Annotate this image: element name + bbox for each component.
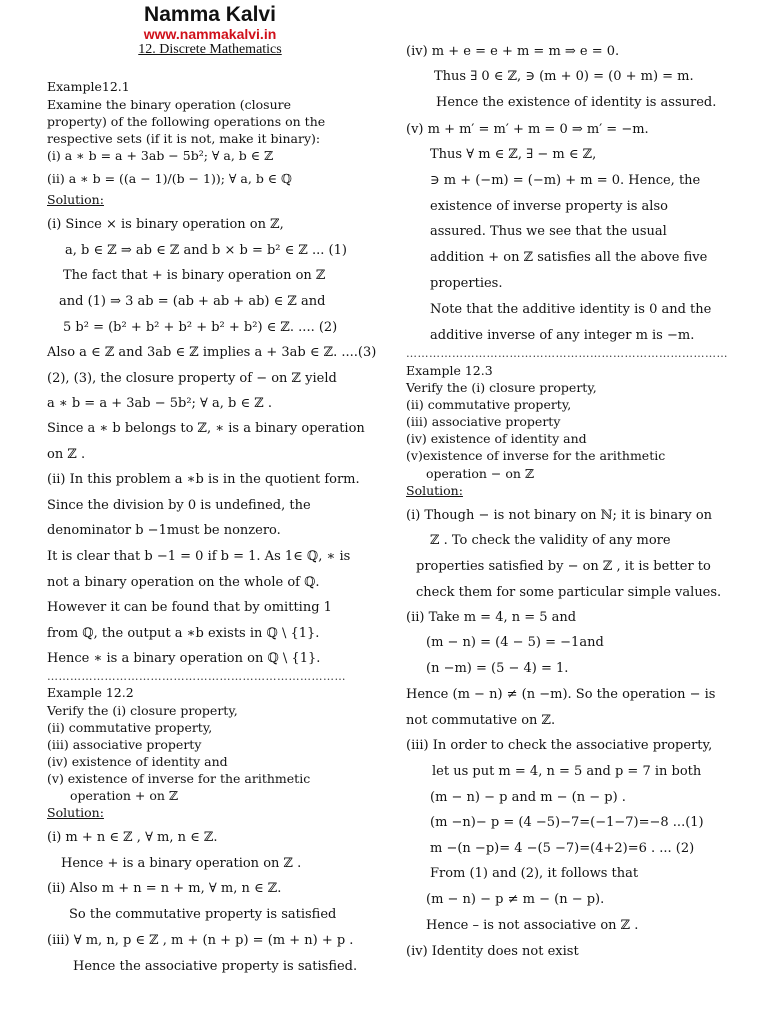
right-text-line: (ii) Take m = 4, n = 5 and — [406, 610, 577, 625]
left-text-line: (ii) Also m + n = n + m, ∀ m, n ∈ ℤ. — [47, 881, 282, 896]
left-text-line: (iv) existence of identity and — [47, 754, 228, 769]
left-text-line: Hence + is a binary operation on ℤ . — [61, 856, 302, 871]
left-text-line: Solution: — [47, 805, 104, 820]
left-text-line: a ∗ b = a + 3ab − 5b²; ∀ a, b ∈ ℤ . — [47, 396, 273, 411]
right-text-line: ℤ . To check the validity of any more — [430, 533, 671, 548]
left-text-line: The fact that + is binary operation on ℤ — [63, 268, 326, 283]
left-text-line: (ii) In this problem a ∗b is in the quotient form. — [47, 472, 360, 487]
right-text-line: ………………………………………………………………………… — [406, 347, 728, 360]
right-text-line: (ii) commutative property, — [406, 397, 572, 412]
left-text-line: Hence ∗ is a binary operation on ℚ \ {1}. — [47, 651, 321, 666]
left-text-line: However it can be found that by omitting 1 — [47, 600, 332, 615]
left-text-line: a, b ∈ ℤ ⇒ ab ∈ ℤ and b × b = b² ∈ ℤ ... (1) — [65, 243, 347, 258]
left-text-line: (i) m + n ∈ ℤ , ∀ m, n ∈ ℤ. — [47, 830, 218, 845]
right-text-line: (iv) Identity does not exist — [406, 944, 579, 959]
right-text-line: not commutative on ℤ. — [406, 713, 556, 728]
left-text-line: (iii) ∀ m, n, p ∈ ℤ , m + (n + p) = (m + n) + p . — [47, 933, 354, 948]
right-text-line: (iii) associative property — [406, 414, 561, 429]
right-text-line: From (1) and (2), it follows that — [430, 866, 639, 881]
left-text-line: not a binary operation on the whole of ℚ. — [47, 575, 320, 590]
left-text-line: So the commutative property is satisfied — [69, 907, 337, 922]
left-text-line: …………………………………………………………………… — [47, 670, 346, 683]
left-text-line: denominator b −1must be nonzero. — [47, 523, 281, 538]
right-text-line: Verify the (i) closure property, — [406, 380, 597, 395]
left-text-line: 5 b² = (b² + b² + b² + b² + b²) ∈ ℤ. .... (2) — [63, 320, 338, 335]
left-text-line: Since the division by 0 is undefined, the — [47, 498, 311, 513]
chapter-title: 12. Discrete Mathematics — [138, 42, 282, 57]
right-text-line: operation − on ℤ — [426, 466, 535, 481]
left-text-line: (2), (3), the closure property of − on ℤ yield — [47, 371, 337, 386]
left-text-line: property) of the following operations on the — [47, 114, 326, 129]
right-text-line: Thus ∀ m ∈ ℤ, ∃ − m ∈ ℤ, — [430, 147, 597, 162]
left-text-line: It is clear that b −1 = 0 if b = 1. As 1∈ ℚ, ∗ is — [47, 549, 351, 564]
left-text-line: Solution: — [47, 192, 104, 207]
left-text-line: and (1) ⇒ 3 ab = (ab + ab + ab) ∈ ℤ and — [59, 294, 326, 309]
right-text-line: assured. Thus we see that the usual — [430, 224, 667, 239]
right-text-line: existence of inverse property is also — [430, 199, 668, 214]
right-text-line: (iii) In order to check the associative property, — [406, 738, 713, 753]
left-text-line: (i) a ∗ b = a + 3ab − 5b²; ∀ a, b ∈ ℤ — [47, 148, 274, 163]
left-text-line: Examine the binary operation (closure — [47, 97, 292, 112]
right-text-line: m −(n −p)= 4 −(5 −7)=(4+2)=6 . ... (2) — [430, 841, 695, 856]
right-text-line: properties. — [430, 276, 503, 291]
left-text-line: Example12.1 — [47, 79, 130, 94]
right-text-line: Thus ∃ 0 ∈ ℤ, ∋ (m + 0) = (0 + m) = m. — [434, 69, 694, 84]
right-text-line: (m − n) − p ≠ m − (n − p). — [426, 892, 605, 907]
left-text-line: Example 12.2 — [47, 685, 134, 700]
right-text-line: additive inverse of any integer m is −m. — [430, 328, 695, 343]
right-text-line: (v)existence of inverse for the arithmetic — [406, 448, 666, 463]
right-text-line: Example 12.3 — [406, 363, 493, 378]
right-text-line: let us put m = 4, n = 5 and p = 7 in both — [432, 764, 702, 779]
left-text-line: respective sets (if it is not, make it binary): — [47, 131, 321, 146]
right-text-line: check them for some particular simple values. — [416, 585, 722, 600]
left-text-line: Also a ∈ ℤ and 3ab ∈ ℤ implies a + 3ab ∈ ℤ. ....(3) — [47, 345, 377, 360]
right-text-line: (i) Though − is not binary on ℕ; it is binary on — [406, 508, 713, 523]
left-text-line: Verify the (i) closure property, — [47, 703, 238, 718]
left-text-line: operation + on ℤ — [70, 788, 179, 803]
left-text-line: (v) existence of inverse for the arithmetic — [47, 771, 311, 786]
right-text-line: addition + on ℤ satisfies all the above five — [430, 250, 708, 265]
right-text-line: Hence – is not associative on ℤ . — [426, 918, 639, 933]
right-text-line: (n −m) = (5 − 4) = 1. — [426, 661, 569, 676]
left-text-line: (i) Since × is binary operation on ℤ, — [47, 217, 284, 232]
left-text-line: on ℤ . — [47, 447, 86, 462]
right-text-line: Note that the additive identity is 0 and the — [430, 302, 712, 317]
right-text-line: (m − n) − p and m − (n − p) . — [430, 790, 626, 805]
right-text-line: (v) m + m′ = m′ + m = 0 ⇒ m′ = −m. — [406, 122, 649, 137]
left-text-line: from ℚ, the output a ∗b exists in ℚ \ {1}. — [47, 626, 320, 641]
right-text-line: (m −n)− p = (4 −5)−7=(−1−7)=−8 ...(1) — [430, 815, 704, 830]
right-text-line: Hence (m − n) ≠ (n −m). So the operation − is — [406, 687, 716, 702]
left-text-line: (ii) commutative property, — [47, 720, 213, 735]
site-url[interactable]: www.nammakalvi.in — [143, 26, 277, 42]
page-header — [0, 4, 420, 57]
right-text-line: properties satisfied by − on ℤ , it is better to — [416, 559, 711, 574]
right-text-line: (iv) existence of identity and — [406, 431, 587, 446]
left-text-line: (iii) associative property — [47, 737, 202, 752]
right-text-line: Hence the existence of identity is assured. — [436, 95, 717, 110]
right-text-line: Solution: — [406, 483, 463, 498]
right-text-line: (iv) m + e = e + m = m ⇒ e = 0. — [406, 44, 620, 59]
right-text-line: (m − n) = (4 − 5) = −1and — [426, 635, 604, 650]
site-name: Namma Kalvi — [144, 3, 276, 26]
left-text-line: Since a ∗ b belongs to ℤ, ∗ is a binary operation — [47, 421, 365, 436]
right-text-line: ∋ m + (−m) = (−m) + m = 0. Hence, the — [430, 173, 701, 188]
left-text-line: (ii) a ∗ b = ((a − 1)/(b − 1)); ∀ a, b ∈ ℚ — [47, 171, 292, 186]
left-text-line: Hence the associative property is satisfied. — [73, 959, 358, 974]
